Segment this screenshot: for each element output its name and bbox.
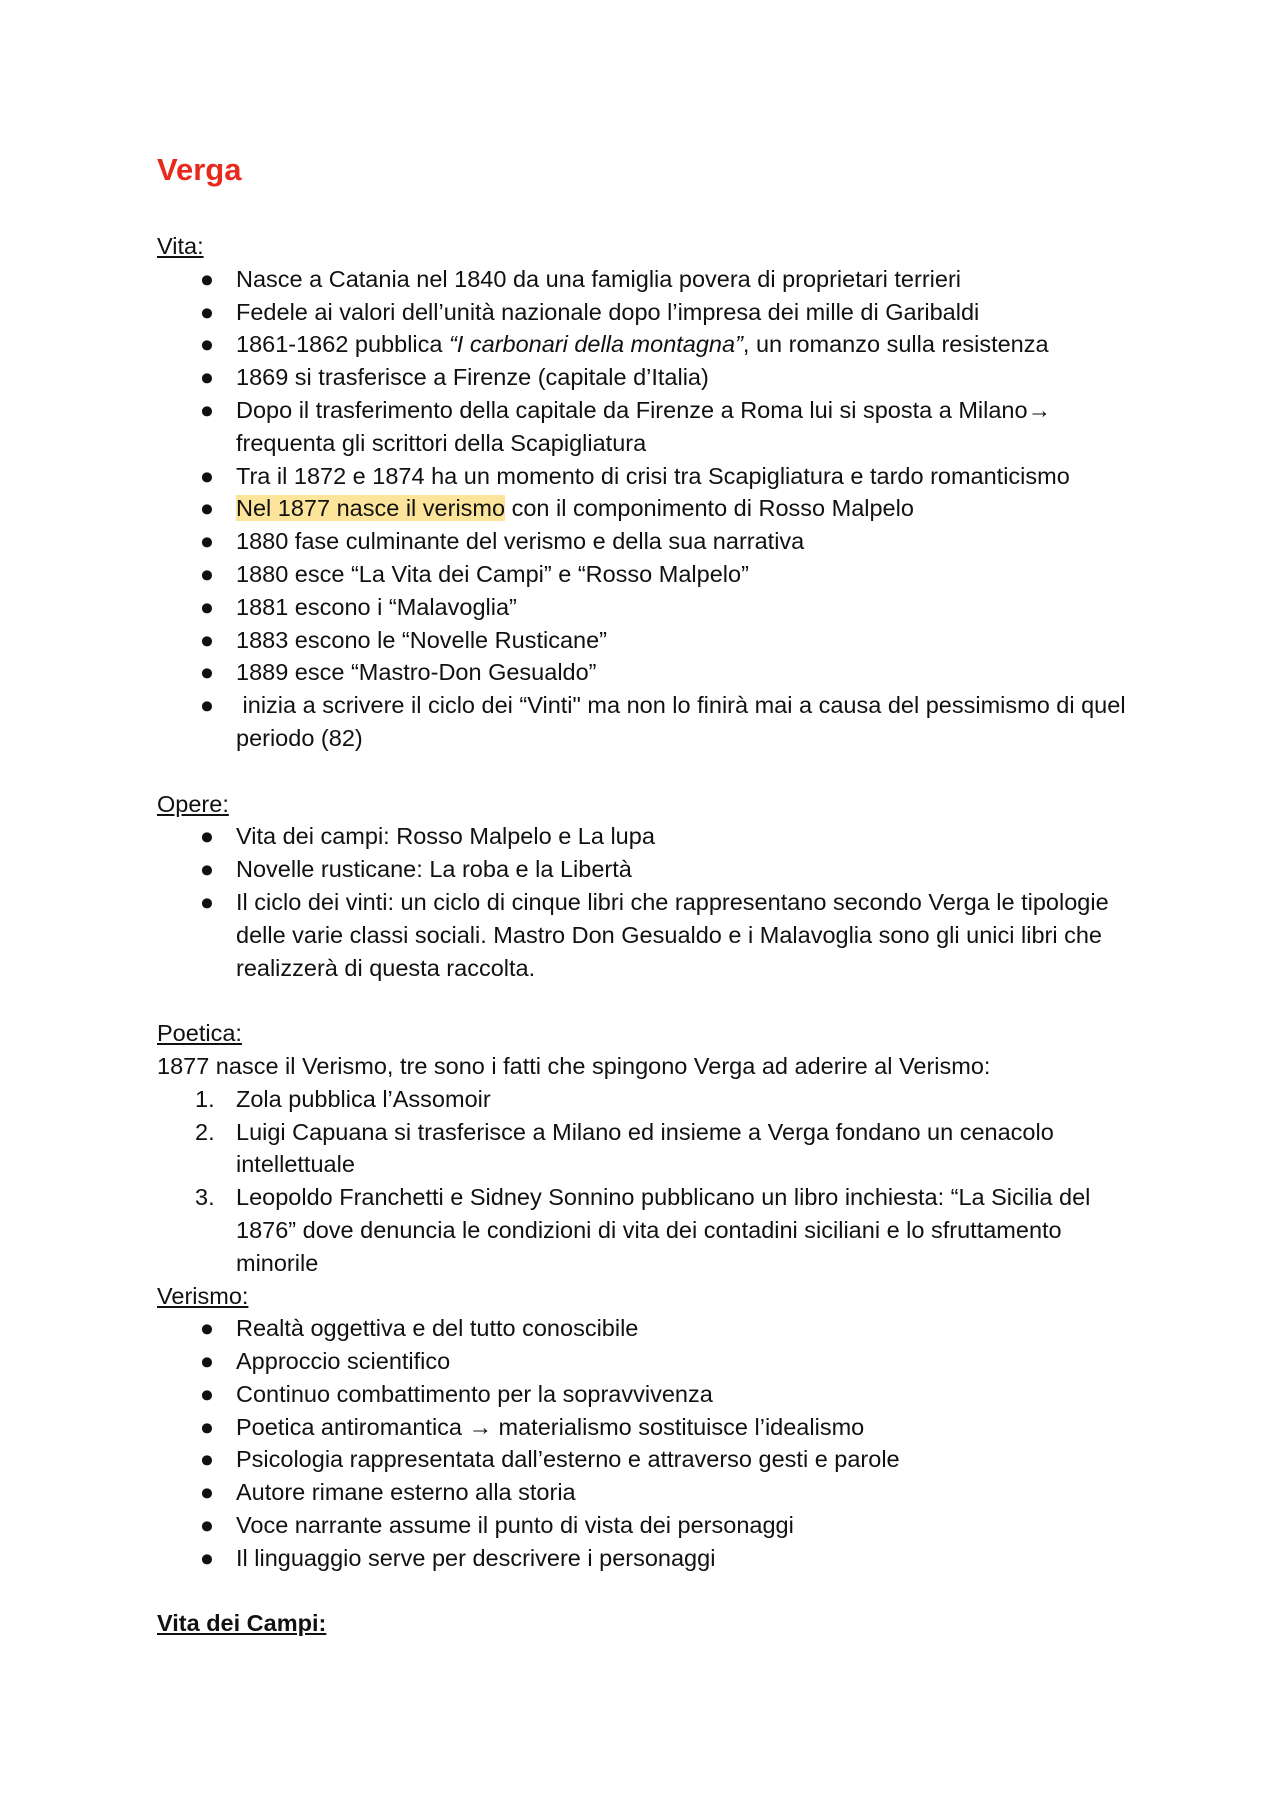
list-item: ● Psicologia rappresentata dall’esterno e attraverso gesti e parole <box>157 1443 1147 1476</box>
bullet-icon: ● <box>199 1348 215 1375</box>
numbered-item: 2. Luigi Capuana si trasferisce a Milano ed insieme a Verga fondano un cenacolo intellettuale <box>157 1116 1147 1182</box>
list-item: ● Realtà oggettiva e del tutto conoscibile <box>157 1312 1147 1345</box>
list-item: ● Il ciclo dei vinti: un ciclo di cinque libri che rappresentano secondo Verga le tipologie delle varie classi sociali. Mastro Don Gesualdo e i Malavoglia sono gli unici libri che realizzerà di questa raccolta. <box>157 886 1147 984</box>
section-label-verismo: Verismo: <box>157 1282 249 1309</box>
list-item: ● Autore rimane esterno alla storia <box>157 1476 1147 1509</box>
list-item: ● Continuo combattimento per la sopravvivenza <box>157 1378 1147 1411</box>
bullet-icon: ● <box>199 692 215 719</box>
list-item: ● Poetica antiromantica → materialismo sostituisce l’idealismo <box>157 1411 1147 1444</box>
highlighted-text: Nel 1877 nasce il verismo <box>236 495 506 522</box>
list-item: ● Il linguaggio serve per descrivere i personaggi <box>157 1542 1147 1575</box>
list-item: ● Voce narrante assume il punto di vista dei personaggi <box>157 1509 1147 1542</box>
bullet-icon: ● <box>199 888 215 915</box>
list-item: ● Fedele ai valori dell’unità nazionale dopo l’impresa dei mille di Garibaldi <box>157 296 1147 329</box>
spacer <box>157 984 1147 1017</box>
list-item: ● 1880 fase culminante del verismo e della sua narrativa <box>157 525 1147 558</box>
bullet-icon: ● <box>199 1512 215 1539</box>
poetica-intro: 1877 nasce il Verismo, tre sono i fatti che spingono Verga ad aderire al Verismo: <box>157 1052 991 1079</box>
poetica-list <box>157 1083 1147 1280</box>
list-item: ● Tra il 1872 e 1874 ha un momento di crisi tra Scapigliatura e tardo romanticismo <box>157 460 1147 493</box>
numbered-item: 3. Leopoldo Franchetti e Sidney Sonnino pubblicano un libro inchiesta: “La Sicilia del 1876” dove denuncia le condizioni di vita dei contadini siciliani e lo sfruttamento minorile <box>157 1181 1147 1279</box>
list-item: ● Vita dei campi: Rosso Malpelo e La lupa <box>157 820 1147 853</box>
section-label-vita-dei-campi: Vita dei Campi: <box>157 1610 327 1637</box>
section-label-opere: Opere: <box>157 790 229 817</box>
bullet-icon: ● <box>199 1315 215 1342</box>
bullet-icon: ● <box>199 364 215 391</box>
list-item: ● 1880 esce “La Vita dei Campi” e “Rosso Malpelo” <box>157 558 1147 591</box>
bullet-icon: ● <box>199 659 215 686</box>
bullet-icon: ● <box>199 298 215 325</box>
page-title: Verga <box>157 152 242 187</box>
list-item: ● Approccio scientifico <box>157 1345 1147 1378</box>
document-content <box>157 150 1147 1640</box>
verismo-list <box>157 1312 1147 1574</box>
bullet-icon: ● <box>199 1380 215 1407</box>
list-item: ● Nasce a Catania nel 1840 da una famiglia povera di proprietari terrieri <box>157 263 1147 296</box>
bullet-icon: ● <box>199 1413 215 1440</box>
spacer <box>157 755 1147 788</box>
vita-list <box>157 263 1147 755</box>
list-item: ● inizia a scrivere il ciclo dei “Vinti" ma non lo finirà mai a causa del pessimismo di quel periodo (82) <box>157 689 1147 755</box>
list-item: ● Nel 1877 nasce il verismo con il componimento di Rosso Malpelo <box>157 492 1147 525</box>
bullet-icon: ● <box>199 823 215 850</box>
bullet-icon: ● <box>199 331 215 358</box>
list-item: ● Dopo il trasferimento della capitale da Firenze a Roma lui si sposta a Milano→ frequenta gli scrittori della Scapigliatura <box>157 394 1147 460</box>
bullet-icon: ● <box>199 593 215 620</box>
bullet-icon: ● <box>199 528 215 555</box>
section-label-poetica: Poetica: <box>157 1020 242 1047</box>
bullet-icon: ● <box>199 462 215 489</box>
bullet-icon: ● <box>199 1479 215 1506</box>
list-item: ● 1889 esce “Mastro-Don Gesualdo” <box>157 656 1147 689</box>
section-label-vita: Vita: <box>157 233 204 259</box>
bullet-icon: ● <box>199 560 215 587</box>
spacer <box>157 1575 1147 1608</box>
opere-list <box>157 820 1147 984</box>
bullet-icon: ● <box>199 265 215 292</box>
bullet-icon: ● <box>199 626 215 653</box>
number-marker: 2. <box>195 1118 215 1145</box>
number-marker: 1. <box>195 1085 215 1112</box>
list-item: ● 1861-1862 pubblica “I carbonari della montagna”, un romanzo sulla resistenza <box>157 328 1147 361</box>
bullet-icon: ● <box>199 396 215 423</box>
list-item: ● 1869 si trasferisce a Firenze (capitale d’Italia) <box>157 361 1147 394</box>
bullet-icon: ● <box>199 1446 215 1473</box>
list-item: ● 1883 escono le “Novelle Rusticane” <box>157 624 1147 657</box>
bullet-icon: ● <box>199 495 215 522</box>
bullet-icon: ● <box>199 1544 215 1571</box>
bullet-icon: ● <box>199 856 215 883</box>
numbered-item: 1. Zola pubblica l’Assomoir <box>157 1083 1147 1116</box>
list-item: ● 1881 escono i “Malavoglia” <box>157 591 1147 624</box>
list-item: ● Novelle rusticane: La roba e la Libertà <box>157 853 1147 886</box>
number-marker: 3. <box>195 1184 215 1211</box>
